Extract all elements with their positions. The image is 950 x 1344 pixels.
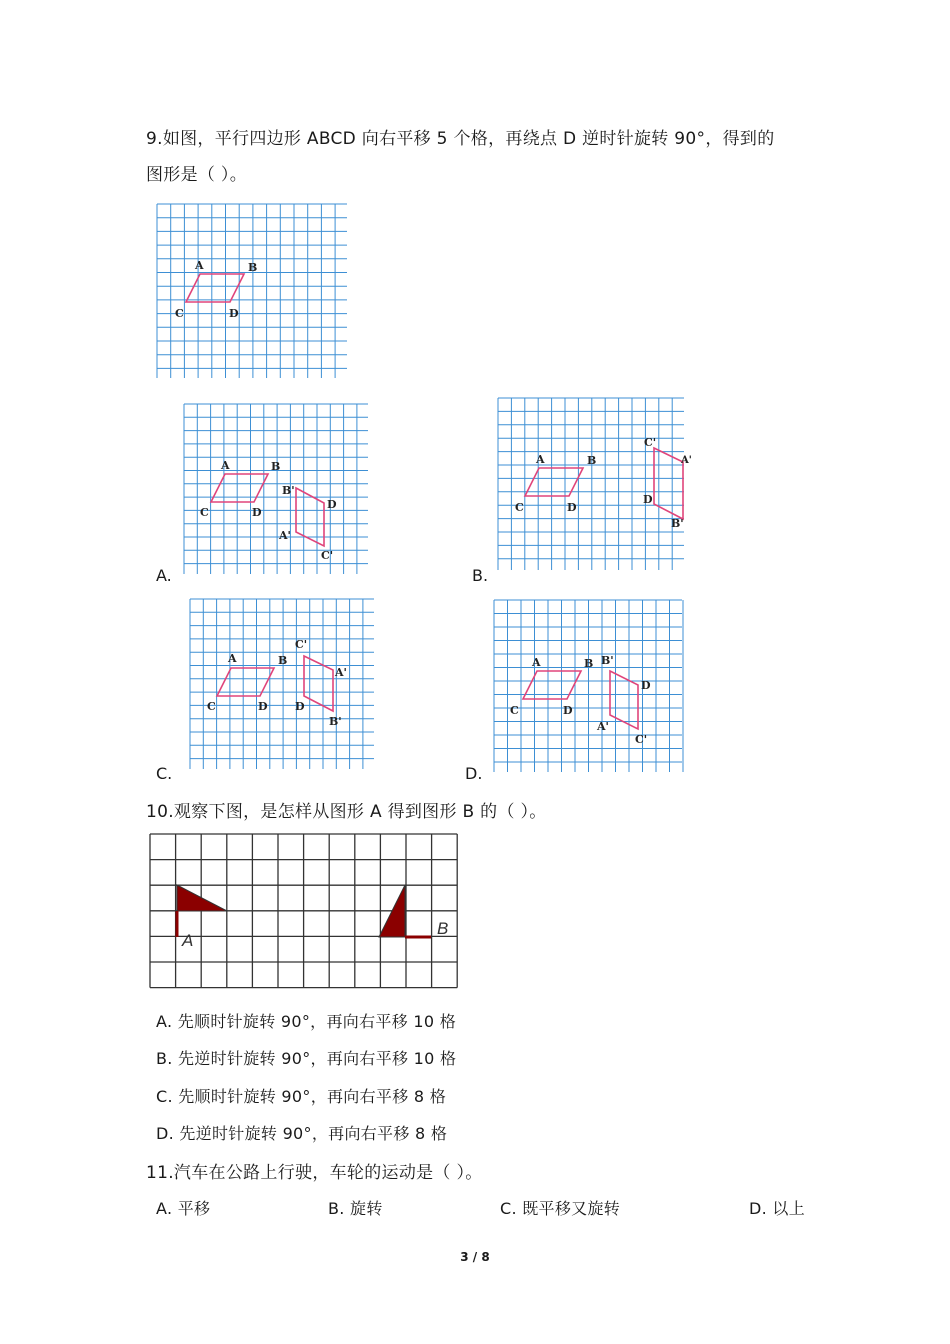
label-a: A (536, 453, 545, 466)
label-b-prime: B' (601, 654, 614, 667)
q9-option-b-figure[interactable] (497, 397, 692, 571)
shape-a-label: A (182, 931, 194, 950)
label-a-prime: A' (597, 720, 609, 733)
q9-main-figure (156, 203, 348, 379)
q9-option-b-label[interactable]: B. (472, 566, 489, 585)
q9-main-grid (157, 204, 347, 378)
label-a: A (195, 259, 204, 272)
label-a-prime: A' (681, 455, 692, 466)
label-c-prime: C' (321, 549, 334, 562)
label-d: D (258, 700, 268, 713)
parallelogram-abcd (211, 474, 268, 502)
label-d: D (563, 704, 573, 717)
label-d-2: D (327, 498, 337, 511)
shape-a-triangle (177, 885, 227, 911)
q9-option-c-label[interactable]: C. (156, 764, 173, 783)
label-b-prime: B' (282, 484, 295, 497)
label-b-prime: B' (329, 715, 342, 728)
parallelogram-abcd (186, 274, 244, 302)
label-b: B (271, 460, 281, 473)
page-number: 3 / 8 (460, 1250, 490, 1264)
label-c: C (175, 307, 184, 320)
q9-option-a-figure[interactable] (183, 403, 369, 575)
q9-option-d-figure[interactable] (493, 599, 683, 773)
label-d-2: D (295, 700, 305, 713)
label-d-2: D (643, 493, 653, 506)
q11-option-c[interactable]: C. 既平移又旋转 (500, 1199, 621, 1218)
q11-text-line1: 11.汽车在公路上行驶，车轮的运动是（ ）。 (146, 1163, 483, 1183)
label-b: B (587, 454, 597, 467)
label-a: A (228, 652, 237, 665)
label-d: D (229, 307, 239, 320)
label-a: A (532, 656, 541, 669)
parallelogram-rotated (304, 656, 333, 711)
q9-text-line2: 图形是（ ）。 (146, 165, 248, 185)
q9-option-c-figure[interactable] (189, 598, 375, 770)
q10-text-line1: 10.观察下图，是怎样从图形 A 得到图形 B 的（ ）。 (146, 802, 547, 822)
label-c: C (515, 501, 524, 514)
shape-b-label: B (437, 919, 449, 938)
q10-option-a[interactable]: A. 先顺时针旋转 90°，再向右平移 10 格 (156, 1012, 457, 1031)
label-b: B (584, 657, 594, 670)
q9-text-line1: 9.如图，平行四边形 ABCD 向右平移 5 个格，再绕点 D 逆时针旋转 90°，得到的 (146, 129, 775, 149)
label-d: D (252, 506, 262, 519)
label-c-prime: C' (295, 638, 308, 651)
label-c: C (207, 700, 216, 713)
parallelogram-rotated (610, 671, 638, 729)
q9-option-a-label[interactable]: A. (156, 566, 172, 585)
q9-option-d-label[interactable]: D. (465, 764, 483, 783)
label-b-prime: B' (671, 517, 684, 530)
label-b: B (278, 654, 288, 667)
q10-option-b[interactable]: B. 先逆时针旋转 90°，再向右平移 10 格 (156, 1049, 457, 1068)
label-d-2: D (641, 679, 651, 692)
label-a: A (221, 459, 230, 472)
q10-figure (149, 833, 458, 989)
label-c: C (200, 506, 209, 519)
label-a-prime: A' (279, 529, 291, 542)
q10-option-d[interactable]: D. 先逆时针旋转 90°，再向右平移 8 格 (156, 1124, 448, 1143)
label-d: D (567, 501, 577, 514)
label-c-prime: C' (635, 733, 648, 746)
label-c-prime: C' (644, 436, 657, 449)
q11-option-d[interactable]: D. 以上 (749, 1199, 805, 1218)
q11-option-a[interactable]: A. 平移 (156, 1199, 211, 1218)
label-a-prime: A' (335, 666, 347, 679)
label-b: B (248, 261, 258, 274)
q11-option-b[interactable]: B. 旋转 (328, 1199, 383, 1218)
q10-option-c[interactable]: C. 先顺时针旋转 90°，再向右平移 8 格 (156, 1087, 447, 1106)
label-c: C (510, 704, 519, 717)
